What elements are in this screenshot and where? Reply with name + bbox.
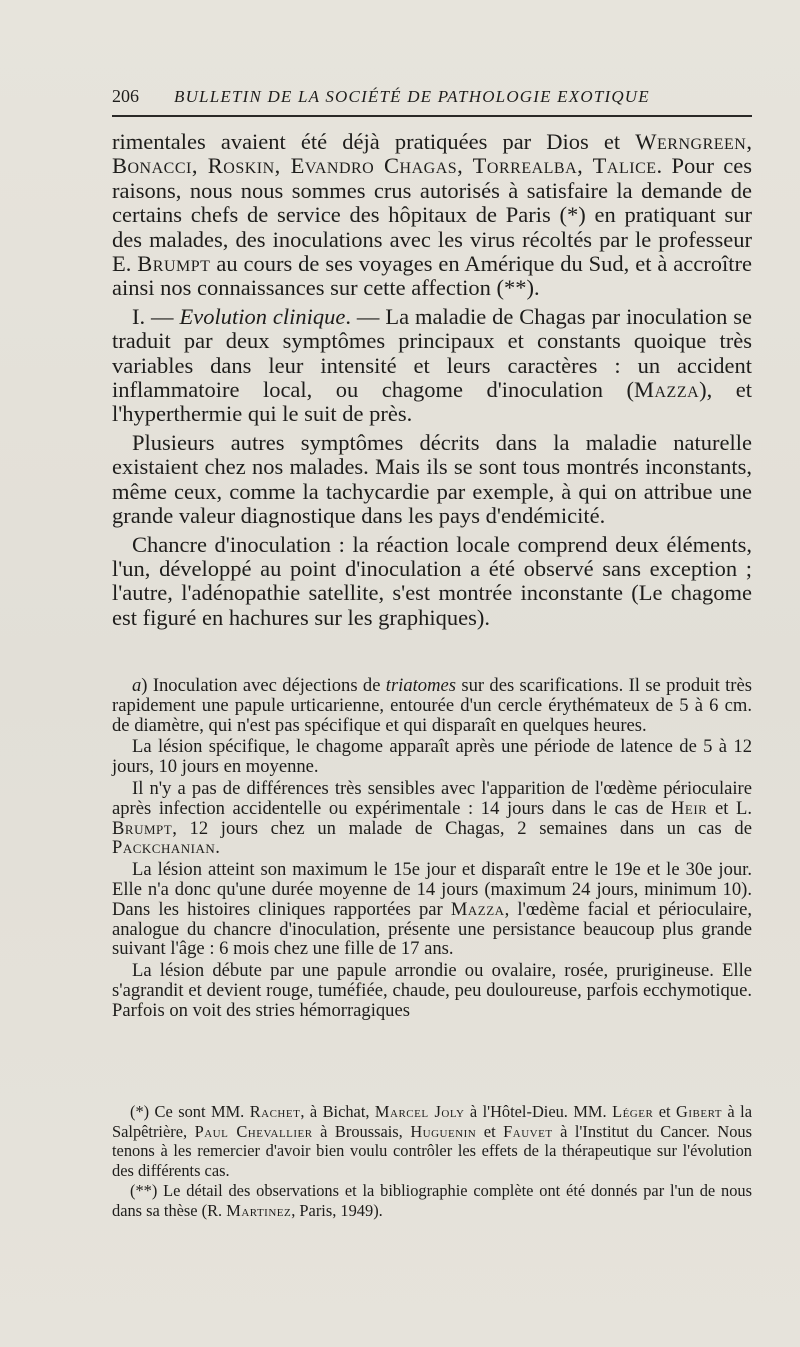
header-rule (112, 115, 752, 117)
small-paragraph-3: Il n'y a pas de différences très sensibles avec l'apparition de l'œdème périoculaire après infection accidentelle ou expérimentale : 14 jours dans le cas de Heir et L. Brumpt, 12 jours chez un malade de Chagas, 2 semaines dans un cas de Packchanian. (112, 777, 752, 859)
author-name: Packchanian (112, 837, 216, 859)
author-name: Heir (670, 797, 708, 819)
small-paragraph-4: La lésion atteint son maximum le 15e jour et disparaît entre le 19e et le 30e jour. Elle n'a donc qu'une durée moyenne de 14 jours (maximum 24 jours, minimum 10). Dans les histoires cliniques rapportées par Mazza, l'œdème facial et périoculaire, analogue du chancre d'inoculation, présente une persistance beaucoup plus grande suivant l'âge : 6 mois chez une fille de 17 ans. (112, 859, 752, 960)
author-name: Brumpt (112, 817, 173, 839)
paragraph-4: Chancre d'inoculation : la réaction locale comprend deux éléments, l'un, développé au point d'inoculation a été observé sans exception ; l'autre, l'adénopathie satellite, s'est montrée inconstante (Le chagome est figuré en hachures sur les graphiques). (112, 531, 752, 630)
small-paragraph-2: La lésion spécifique, le chagome apparaît après une période de latence de 5 à 12 jours, 10 jours en moyenne. (112, 736, 752, 778)
footnotes (112, 1102, 752, 1221)
paragraph-2: I. — Evolution clinique. — La maladie de Chagas par inoculation se traduit par deux symptômes principaux et constants quoique très variables dans leur intensité et leurs caractères : un accident inflammatoire local, ou chagome d'inoculation (Mazza), et l'hyperthermie qui le suit de près. (112, 303, 752, 427)
section-title: Evolution clinique (179, 303, 346, 329)
small-paragraph-1: a) Inoculation avec déjections de triatomes sur des scarifications. Il se produit très rapidement une papule urticarienne, entourée d'un cercle érythémateux de 5 à 6 cm. de diamètre, qui n'est pas spécifique et qui disparaît en quelques heures. (112, 675, 752, 736)
page-number: 206 (112, 86, 139, 106)
paragraph-3: Plusieurs autres symptômes décrits dans la maladie naturelle existaient chez nos malades. Mais ils se sont tous montrés inconstants, même ceux, comme la tachycardie par exemple, à qui on attribue une grande valeur diagnostique dans les pays d'endémicité. (112, 429, 752, 529)
paragraph-1: rimentales avaient été déjà pratiquées par Dios et Werngreen, Bonacci, Roskin, Evandro Chagas, Torrealba, Talice. Pour ces raisons, nous nous sommes crus autorisés à satisfaire la demande de certains chefs de service des hôpitaux de Paris (*) en pratiquant sur des malades, des inoculations avec les virus récoltés par le professeur E. Brumpt au cours de ses voyages en Amérique du Sud, et à accroître ainsi nos connaissances sur cette affection (**). (112, 129, 752, 301)
page-header (112, 86, 752, 107)
author-name: Mazza (633, 377, 700, 403)
small-paragraph-5: La lésion débute par une papule arrondie ou ovalaire, rosée, prurigineuse. Elle s'agrandit et devient rouge, tuméfiée, chaude, peu douloureuse, parfois ecchymotique. Parfois on voit des stries hémorragiques (112, 960, 752, 1021)
author-names: Bonacci, Roskin, Evandro Chagas, Torrealba, Talice (112, 153, 657, 179)
main-text (112, 130, 752, 634)
author-name: Brumpt (137, 251, 211, 277)
running-title: BULLETIN DE LA SOCIÉTÉ DE PATHOLOGIE EXOTIQUE (174, 87, 650, 106)
footnote-2: (**) Le détail des observations et la bibliographie complète ont été donnés par l'un de nous dans sa thèse (R. Martinez, Paris, 1949). (112, 1181, 752, 1220)
small-print-section (112, 676, 752, 1023)
author-name: Mazza (450, 898, 505, 920)
author-name: Werngreen (635, 129, 747, 154)
footnote-1: (*) Ce sont MM. Rachet, à Bichat, Marcel Joly à l'Hôtel-Dieu. MM. Léger et Gibert à la Salpêtrière, Paul Chevallier à Broussais, Huguenin et Fauvet à l'Institut du Cancer. Nous tenons à les remercier d'avoir bien voulu contrôler les effets de la thérapeutique sur l'évolution des différents cas. (112, 1102, 753, 1180)
